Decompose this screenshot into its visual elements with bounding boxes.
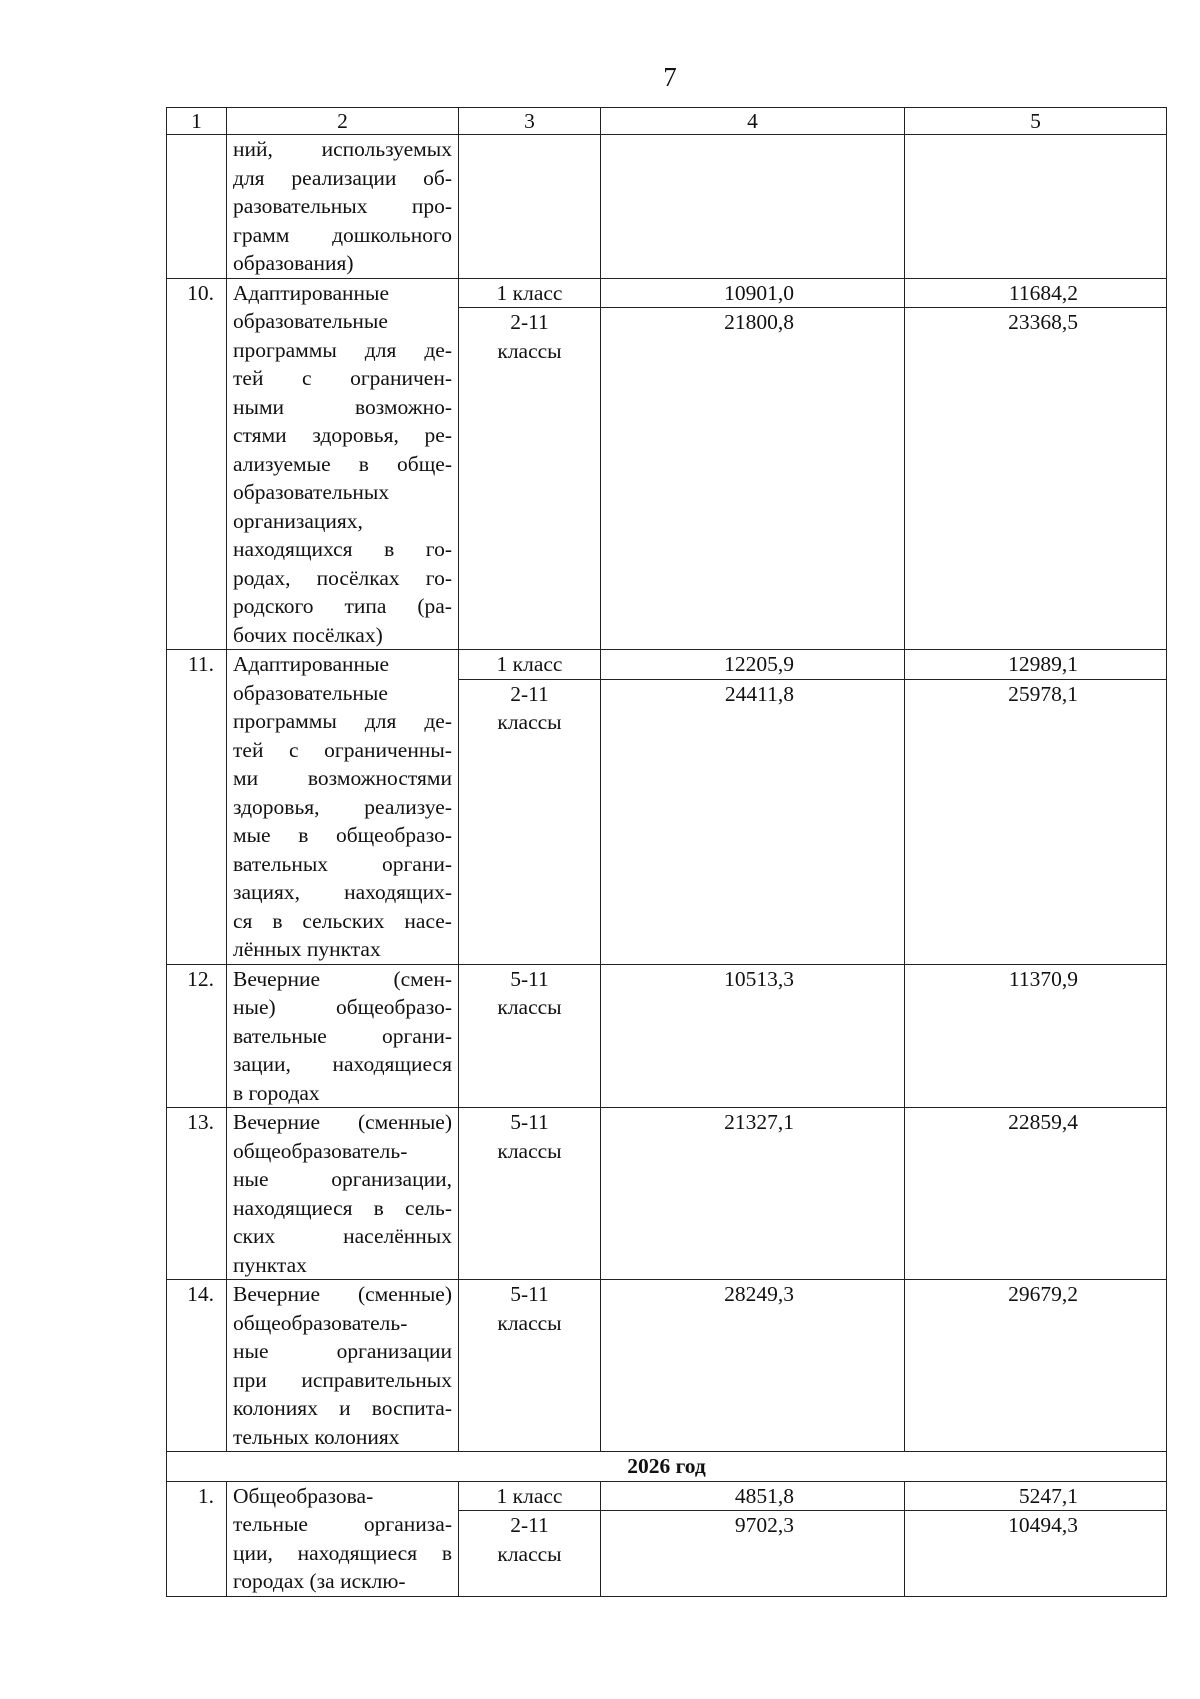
class-line: классы bbox=[497, 338, 562, 363]
description-word: (сменные) bbox=[357, 1110, 452, 1134]
description-word: ализуемые bbox=[233, 451, 331, 476]
description-word: в bbox=[358, 451, 369, 476]
description-word: посёлках bbox=[316, 565, 400, 590]
description-word: программы bbox=[233, 709, 337, 733]
description-line: городах (за исклю- bbox=[233, 1569, 406, 1593]
page-number: 7 bbox=[663, 62, 677, 92]
description-word: ских bbox=[233, 1224, 276, 1248]
class-cell bbox=[459, 308, 601, 650]
description-word: используемых bbox=[321, 137, 452, 161]
table-row bbox=[167, 1280, 1167, 1452]
description-line: бочих посёлках) bbox=[233, 622, 383, 647]
description-word: ными bbox=[233, 394, 285, 419]
value-col5: 12989,1 bbox=[905, 650, 1167, 680]
column-header: 4 bbox=[601, 108, 905, 135]
description-word: дошкольного bbox=[332, 222, 452, 247]
description-line bbox=[233, 736, 452, 765]
class-cell bbox=[459, 679, 601, 964]
description-line bbox=[233, 1108, 452, 1137]
description-word: ные) bbox=[233, 995, 276, 1019]
description-line: Адаптированные bbox=[233, 280, 390, 305]
description-word: об- bbox=[423, 165, 452, 190]
class-line: 1 класс bbox=[496, 652, 563, 676]
value-col5: 22859,4 bbox=[905, 1108, 1167, 1280]
column-header: 5 bbox=[905, 108, 1167, 135]
class-cell bbox=[459, 1280, 601, 1452]
description-word: стями bbox=[233, 423, 287, 447]
description-line bbox=[233, 1280, 452, 1309]
description-word: про- bbox=[411, 194, 452, 218]
description-line bbox=[233, 1222, 452, 1251]
description-line bbox=[233, 764, 452, 793]
class-line: 2-11 bbox=[510, 310, 549, 334]
description-line: лённых пунктах bbox=[233, 937, 381, 961]
description-line bbox=[233, 364, 452, 393]
description-line: организациях, bbox=[233, 508, 363, 533]
value-col5: 5247,1 bbox=[905, 1481, 1167, 1511]
description-word: находящиеся bbox=[297, 1540, 418, 1565]
description-line bbox=[233, 1510, 452, 1539]
description-word: зации, bbox=[233, 1052, 291, 1076]
description-line bbox=[233, 450, 452, 479]
class-line: 5-11 bbox=[510, 1110, 549, 1134]
description-word: де- bbox=[424, 337, 452, 362]
table-row bbox=[167, 1108, 1167, 1280]
description-word: Вечерние bbox=[233, 966, 321, 991]
description-line: Общеобразова- bbox=[233, 1483, 374, 1508]
description-line: общеобразователь- bbox=[233, 1138, 408, 1163]
description-word: колониях bbox=[233, 1396, 318, 1420]
description-line: образовательных bbox=[233, 480, 390, 504]
class-line: 5-11 bbox=[510, 966, 549, 991]
description-word: (сменные) bbox=[357, 1282, 452, 1306]
description-word: и bbox=[339, 1396, 351, 1420]
description-word: сельских bbox=[302, 908, 385, 933]
description-line bbox=[233, 421, 452, 450]
description-word: де- bbox=[424, 709, 452, 733]
year-label: 2026 год bbox=[167, 1452, 1167, 1482]
description-word: в bbox=[373, 1195, 384, 1220]
description-word: вательных bbox=[233, 851, 329, 876]
description-word: воспита- bbox=[371, 1396, 452, 1420]
class-line: 2-11 bbox=[510, 681, 549, 706]
row-number: 11. bbox=[167, 650, 227, 965]
value-col4: 21327,1 bbox=[601, 1108, 905, 1280]
document-table bbox=[166, 107, 1167, 1597]
class-cell bbox=[459, 1108, 601, 1280]
value-col5 bbox=[905, 135, 1167, 279]
description-word: ограниченны- bbox=[324, 737, 452, 762]
description-line bbox=[233, 592, 452, 621]
description-word: сель- bbox=[404, 1195, 452, 1220]
description-word: организа- bbox=[363, 1512, 452, 1536]
description-word: родского bbox=[233, 594, 314, 618]
row-number bbox=[167, 135, 227, 279]
description-word: общеобразо- bbox=[335, 995, 452, 1019]
description-word: го- bbox=[425, 565, 452, 590]
description-word: находящихся bbox=[233, 537, 353, 561]
description-word: в bbox=[298, 823, 309, 847]
class-cell bbox=[459, 1511, 601, 1597]
description-word: тей bbox=[233, 366, 264, 390]
table-row bbox=[167, 135, 1167, 279]
class-line: классы bbox=[497, 710, 562, 734]
table-header-row bbox=[167, 108, 1167, 135]
description-word: в bbox=[272, 908, 283, 933]
value-col4: 10901,0 bbox=[601, 278, 905, 308]
description-line bbox=[233, 1194, 452, 1223]
value-col4: 12205,9 bbox=[601, 650, 905, 680]
value-col4: 10513,3 bbox=[601, 964, 905, 1108]
row-description bbox=[227, 650, 459, 965]
description-line: образовательные bbox=[233, 680, 388, 705]
year-row bbox=[167, 1452, 1167, 1482]
description-line bbox=[233, 878, 452, 907]
description-word: реализуе- bbox=[364, 794, 452, 819]
table-row bbox=[167, 964, 1167, 1108]
description-word: ми bbox=[233, 766, 259, 790]
description-line bbox=[233, 336, 452, 365]
table-row bbox=[167, 650, 1167, 680]
description-line bbox=[233, 1366, 452, 1395]
description-line: Адаптированные bbox=[233, 652, 390, 676]
class-line: 2-11 bbox=[510, 1513, 549, 1537]
description-line bbox=[233, 564, 452, 593]
description-word: с bbox=[302, 366, 312, 390]
description-word: для bbox=[364, 337, 397, 362]
description-word: тей bbox=[233, 737, 264, 762]
value-col4: 9702,3 bbox=[601, 1511, 905, 1597]
description-word: возможностями bbox=[307, 766, 452, 790]
value-col5: 11370,9 bbox=[905, 964, 1167, 1108]
value-col5: 23368,5 bbox=[905, 308, 1167, 650]
description-word: для bbox=[233, 165, 265, 190]
description-line bbox=[233, 164, 452, 193]
value-col4: 28249,3 bbox=[601, 1280, 905, 1452]
class-cell bbox=[459, 135, 601, 279]
description-word: ные bbox=[233, 1339, 269, 1363]
description-word: здоровья, bbox=[312, 423, 399, 447]
description-word: мые bbox=[233, 823, 271, 847]
description-line bbox=[233, 1539, 452, 1568]
description-word: зациях, bbox=[233, 880, 301, 904]
class-line: классы bbox=[497, 1138, 562, 1163]
value-col5: 10494,3 bbox=[905, 1511, 1167, 1597]
description-line bbox=[233, 793, 452, 822]
description-word: обще- bbox=[397, 451, 452, 476]
description-word: находящих- bbox=[344, 880, 452, 904]
description-line bbox=[233, 1022, 452, 1051]
description-line bbox=[233, 1394, 452, 1423]
description-word: ний, bbox=[233, 137, 273, 161]
description-word: в bbox=[384, 537, 395, 561]
description-line bbox=[233, 1165, 452, 1194]
description-line bbox=[233, 535, 452, 564]
description-line bbox=[233, 850, 452, 879]
description-word: с bbox=[289, 737, 299, 762]
description-word: органи- bbox=[381, 851, 452, 876]
description-line bbox=[233, 1337, 452, 1366]
description-word: в bbox=[441, 1540, 452, 1565]
description-word: типа bbox=[344, 594, 387, 618]
description-word: грамм bbox=[233, 222, 290, 247]
row-number: 1. bbox=[167, 1481, 227, 1596]
value-col4 bbox=[601, 135, 905, 279]
description-word: органи- bbox=[381, 1023, 452, 1048]
description-line bbox=[233, 192, 452, 221]
description-word: организации bbox=[336, 1339, 452, 1363]
description-line: пунктах bbox=[233, 1252, 307, 1277]
description-word: населённых bbox=[343, 1224, 452, 1248]
class-cell bbox=[459, 1481, 601, 1511]
description-word: находящиеся bbox=[332, 1052, 452, 1076]
value-col5: 11684,2 bbox=[905, 278, 1167, 308]
table-row bbox=[167, 1481, 1167, 1511]
description-word: (смен- bbox=[393, 966, 452, 991]
description-word: реализации bbox=[291, 165, 397, 190]
row-description bbox=[227, 278, 459, 650]
description-word: го- bbox=[425, 537, 452, 561]
description-word: здоровья, bbox=[233, 794, 320, 819]
description-word: возможно- bbox=[354, 394, 452, 419]
row-description bbox=[227, 964, 459, 1108]
row-description bbox=[227, 1280, 459, 1452]
class-line: классы bbox=[497, 995, 562, 1019]
column-header: 3 bbox=[459, 108, 601, 135]
class-line: 1 класс bbox=[496, 1483, 563, 1508]
description-word: при bbox=[233, 1367, 267, 1392]
description-line: в городах bbox=[233, 1080, 320, 1105]
description-line: образовательные bbox=[233, 309, 388, 333]
column-header: 2 bbox=[227, 108, 459, 135]
row-number: 10. bbox=[167, 278, 227, 650]
row-description bbox=[227, 135, 459, 279]
description-word: ограничен- bbox=[350, 366, 452, 390]
description-line bbox=[233, 135, 452, 164]
value-col4: 4851,8 bbox=[601, 1481, 905, 1511]
row-description bbox=[227, 1481, 459, 1596]
description-word: вательные bbox=[233, 1023, 327, 1048]
class-cell bbox=[459, 278, 601, 308]
description-word: Вечерние bbox=[233, 1110, 321, 1134]
description-word: (ра- bbox=[417, 594, 452, 618]
description-word: программы bbox=[233, 337, 337, 362]
row-number: 12. bbox=[167, 964, 227, 1108]
description-line bbox=[233, 993, 452, 1022]
description-word: ре- bbox=[424, 423, 452, 447]
description-line: общеобразователь- bbox=[233, 1310, 408, 1335]
row-number: 14. bbox=[167, 1280, 227, 1452]
description-word: ся bbox=[233, 908, 253, 933]
description-line bbox=[233, 907, 452, 936]
description-line bbox=[233, 1050, 452, 1079]
value-col5: 29679,2 bbox=[905, 1280, 1167, 1452]
row-number: 13. bbox=[167, 1108, 227, 1280]
description-line bbox=[233, 965, 452, 994]
description-line bbox=[233, 393, 452, 422]
description-word: находящиеся bbox=[233, 1195, 353, 1220]
description-word: общеобразо- bbox=[335, 823, 452, 847]
description-line: образования) bbox=[233, 251, 354, 275]
description-word: родах, bbox=[233, 565, 291, 590]
description-word: для bbox=[364, 709, 397, 733]
description-word: ные bbox=[233, 1167, 269, 1191]
description-word: разовательных bbox=[233, 194, 368, 218]
description-line bbox=[233, 221, 452, 250]
value-col4: 21800,8 bbox=[601, 308, 905, 650]
description-word: исправительных bbox=[301, 1367, 452, 1392]
value-col4: 24411,8 bbox=[601, 679, 905, 964]
description-word: тельные bbox=[233, 1512, 308, 1536]
row-description bbox=[227, 1108, 459, 1280]
description-line bbox=[233, 821, 452, 850]
class-cell bbox=[459, 650, 601, 680]
class-line: 5-11 bbox=[510, 1282, 549, 1306]
table-row bbox=[167, 278, 1167, 308]
value-col5: 25978,1 bbox=[905, 679, 1167, 964]
description-word: ции, bbox=[233, 1540, 273, 1565]
description-word: Вечерние bbox=[233, 1282, 321, 1306]
description-word: насе- bbox=[404, 908, 452, 933]
class-line: классы bbox=[497, 1541, 562, 1566]
class-cell bbox=[459, 964, 601, 1108]
description-line: тельных колониях bbox=[233, 1424, 400, 1449]
class-line: классы bbox=[497, 1310, 562, 1335]
description-line bbox=[233, 707, 452, 736]
column-header: 1 bbox=[167, 108, 227, 135]
class-line: 1 класс bbox=[496, 280, 563, 305]
description-word: организации, bbox=[331, 1167, 452, 1191]
